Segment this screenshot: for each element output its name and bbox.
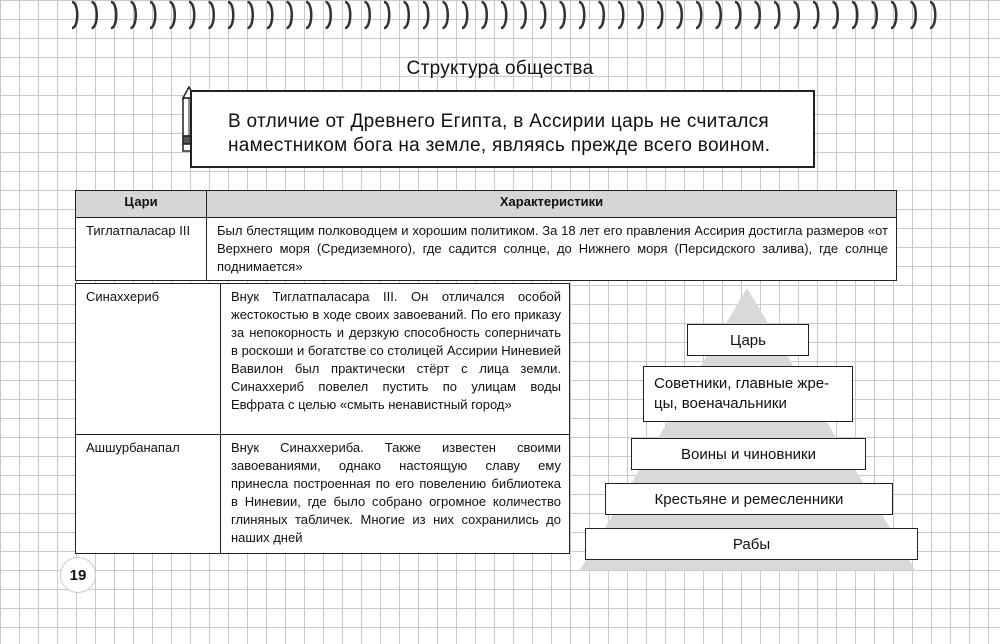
spiral-ring: [618, 2, 623, 28]
spiral-ring: [111, 2, 116, 28]
spiral-ring: [92, 2, 97, 28]
king-name: Синаххериб: [76, 284, 221, 435]
spiral-ring: [443, 2, 448, 28]
spiral-ring: [326, 2, 331, 28]
spiral-ring: [911, 2, 916, 28]
spiral-ring: [345, 2, 350, 28]
spiral-ring: [774, 2, 779, 28]
spiral-ring: [930, 2, 935, 28]
header-characteristics: Характеристики: [207, 191, 897, 218]
spiral-ring: [657, 2, 662, 28]
spiral-ring: [872, 2, 877, 28]
spiral-ring: [501, 2, 506, 28]
page-number: 19: [60, 557, 96, 593]
spiral-ring: [404, 2, 409, 28]
spiral-ring: [150, 2, 155, 28]
spiral-ring: [72, 2, 77, 28]
pyramid-level-king: Царь: [687, 324, 809, 356]
spiral-ring: [833, 2, 838, 28]
spiral-ring: [696, 2, 701, 28]
spiral-ring: [794, 2, 799, 28]
spiral-ring: [287, 2, 292, 28]
spiral-ring: [306, 2, 311, 28]
spiral-ring: [170, 2, 175, 28]
spiral-binding: [60, 0, 950, 34]
pyramid-level-advisors: Советники, главные жре- цы, военачальники: [643, 366, 853, 422]
king-description: Внук Синаххериба. Также известен своими завоеваниями, однако настоящую славу ему принесла построенная по его повелению библиотека в Ниневии, где было собрано огромное количество глиняных табличек. Многие из них сохранились до наших дней: [221, 435, 570, 554]
king-name: Ашшурбанапал: [76, 435, 221, 554]
spiral-ring: [267, 2, 272, 28]
info-note: [190, 90, 815, 168]
spiral-ring: [560, 2, 565, 28]
table-row: [76, 218, 897, 281]
spiral-ring: [735, 2, 740, 28]
spiral-ring: [131, 2, 136, 28]
note-line-1: В отличие от Древнего Египта, в Ассирии царь не считался: [228, 111, 769, 132]
spiral-ring: [677, 2, 682, 28]
table-header-row: [76, 191, 897, 218]
king-description: Был блестящим полководцем и хорошим политиком. За 18 лет его правления Ассирия достигла размеров «от Верхнего моря (Средиземного), где садится солнце, до Нижнего моря (Персидского залива), где солнце поднимается»: [207, 218, 897, 281]
spiral-ring: [189, 2, 194, 28]
pyramid-level-slaves: Рабы: [585, 528, 918, 560]
table-row: [76, 435, 570, 554]
spiral-ring: [716, 2, 721, 28]
spiral-ring: [891, 2, 896, 28]
note-line-2: наместником бога на земле, являясь прежде всего воином.: [228, 135, 771, 156]
spiral-ring: [599, 2, 604, 28]
spiral-ring: [209, 2, 214, 28]
kings-table: [75, 190, 897, 281]
spiral-ring: [540, 2, 545, 28]
spiral-ring: [462, 2, 467, 28]
spiral-ring: [423, 2, 428, 28]
spiral-ring: [228, 2, 233, 28]
page-title: Структура общества: [406, 58, 594, 79]
spiral-ring: [521, 2, 526, 28]
spiral-ring: [638, 2, 643, 28]
spiral-ring: [579, 2, 584, 28]
spiral-ring: [813, 2, 818, 28]
king-description: Внук Тиглатпаласара III. Он отличался особой жестокостью в ходе своих завоеваний. По его приказу за непокорность и дерзкую способность соперничать в роскоши и богатстве со столицей Ассирии Ниневией Вавилон был практически стёрт с лица земли. Синаххериб повелел пустить по улицам воды Евфрата с целью «смыть ненавистный город»: [221, 284, 570, 435]
spiral-ring: [384, 2, 389, 28]
table-row: [76, 284, 570, 435]
king-name: Тиглатпаласар III: [76, 218, 207, 281]
spiral-ring: [755, 2, 760, 28]
header-kings: Цари: [76, 191, 207, 218]
kings-table-lower: [75, 283, 570, 554]
pyramid-level-peasants: Крестьяне и ремесленники: [605, 483, 893, 515]
spiral-ring: [248, 2, 253, 28]
spiral-ring: [365, 2, 370, 28]
spiral-ring: [482, 2, 487, 28]
pyramid-level-warriors: Воины и чиновники: [631, 438, 866, 470]
spiral-ring: [852, 2, 857, 28]
